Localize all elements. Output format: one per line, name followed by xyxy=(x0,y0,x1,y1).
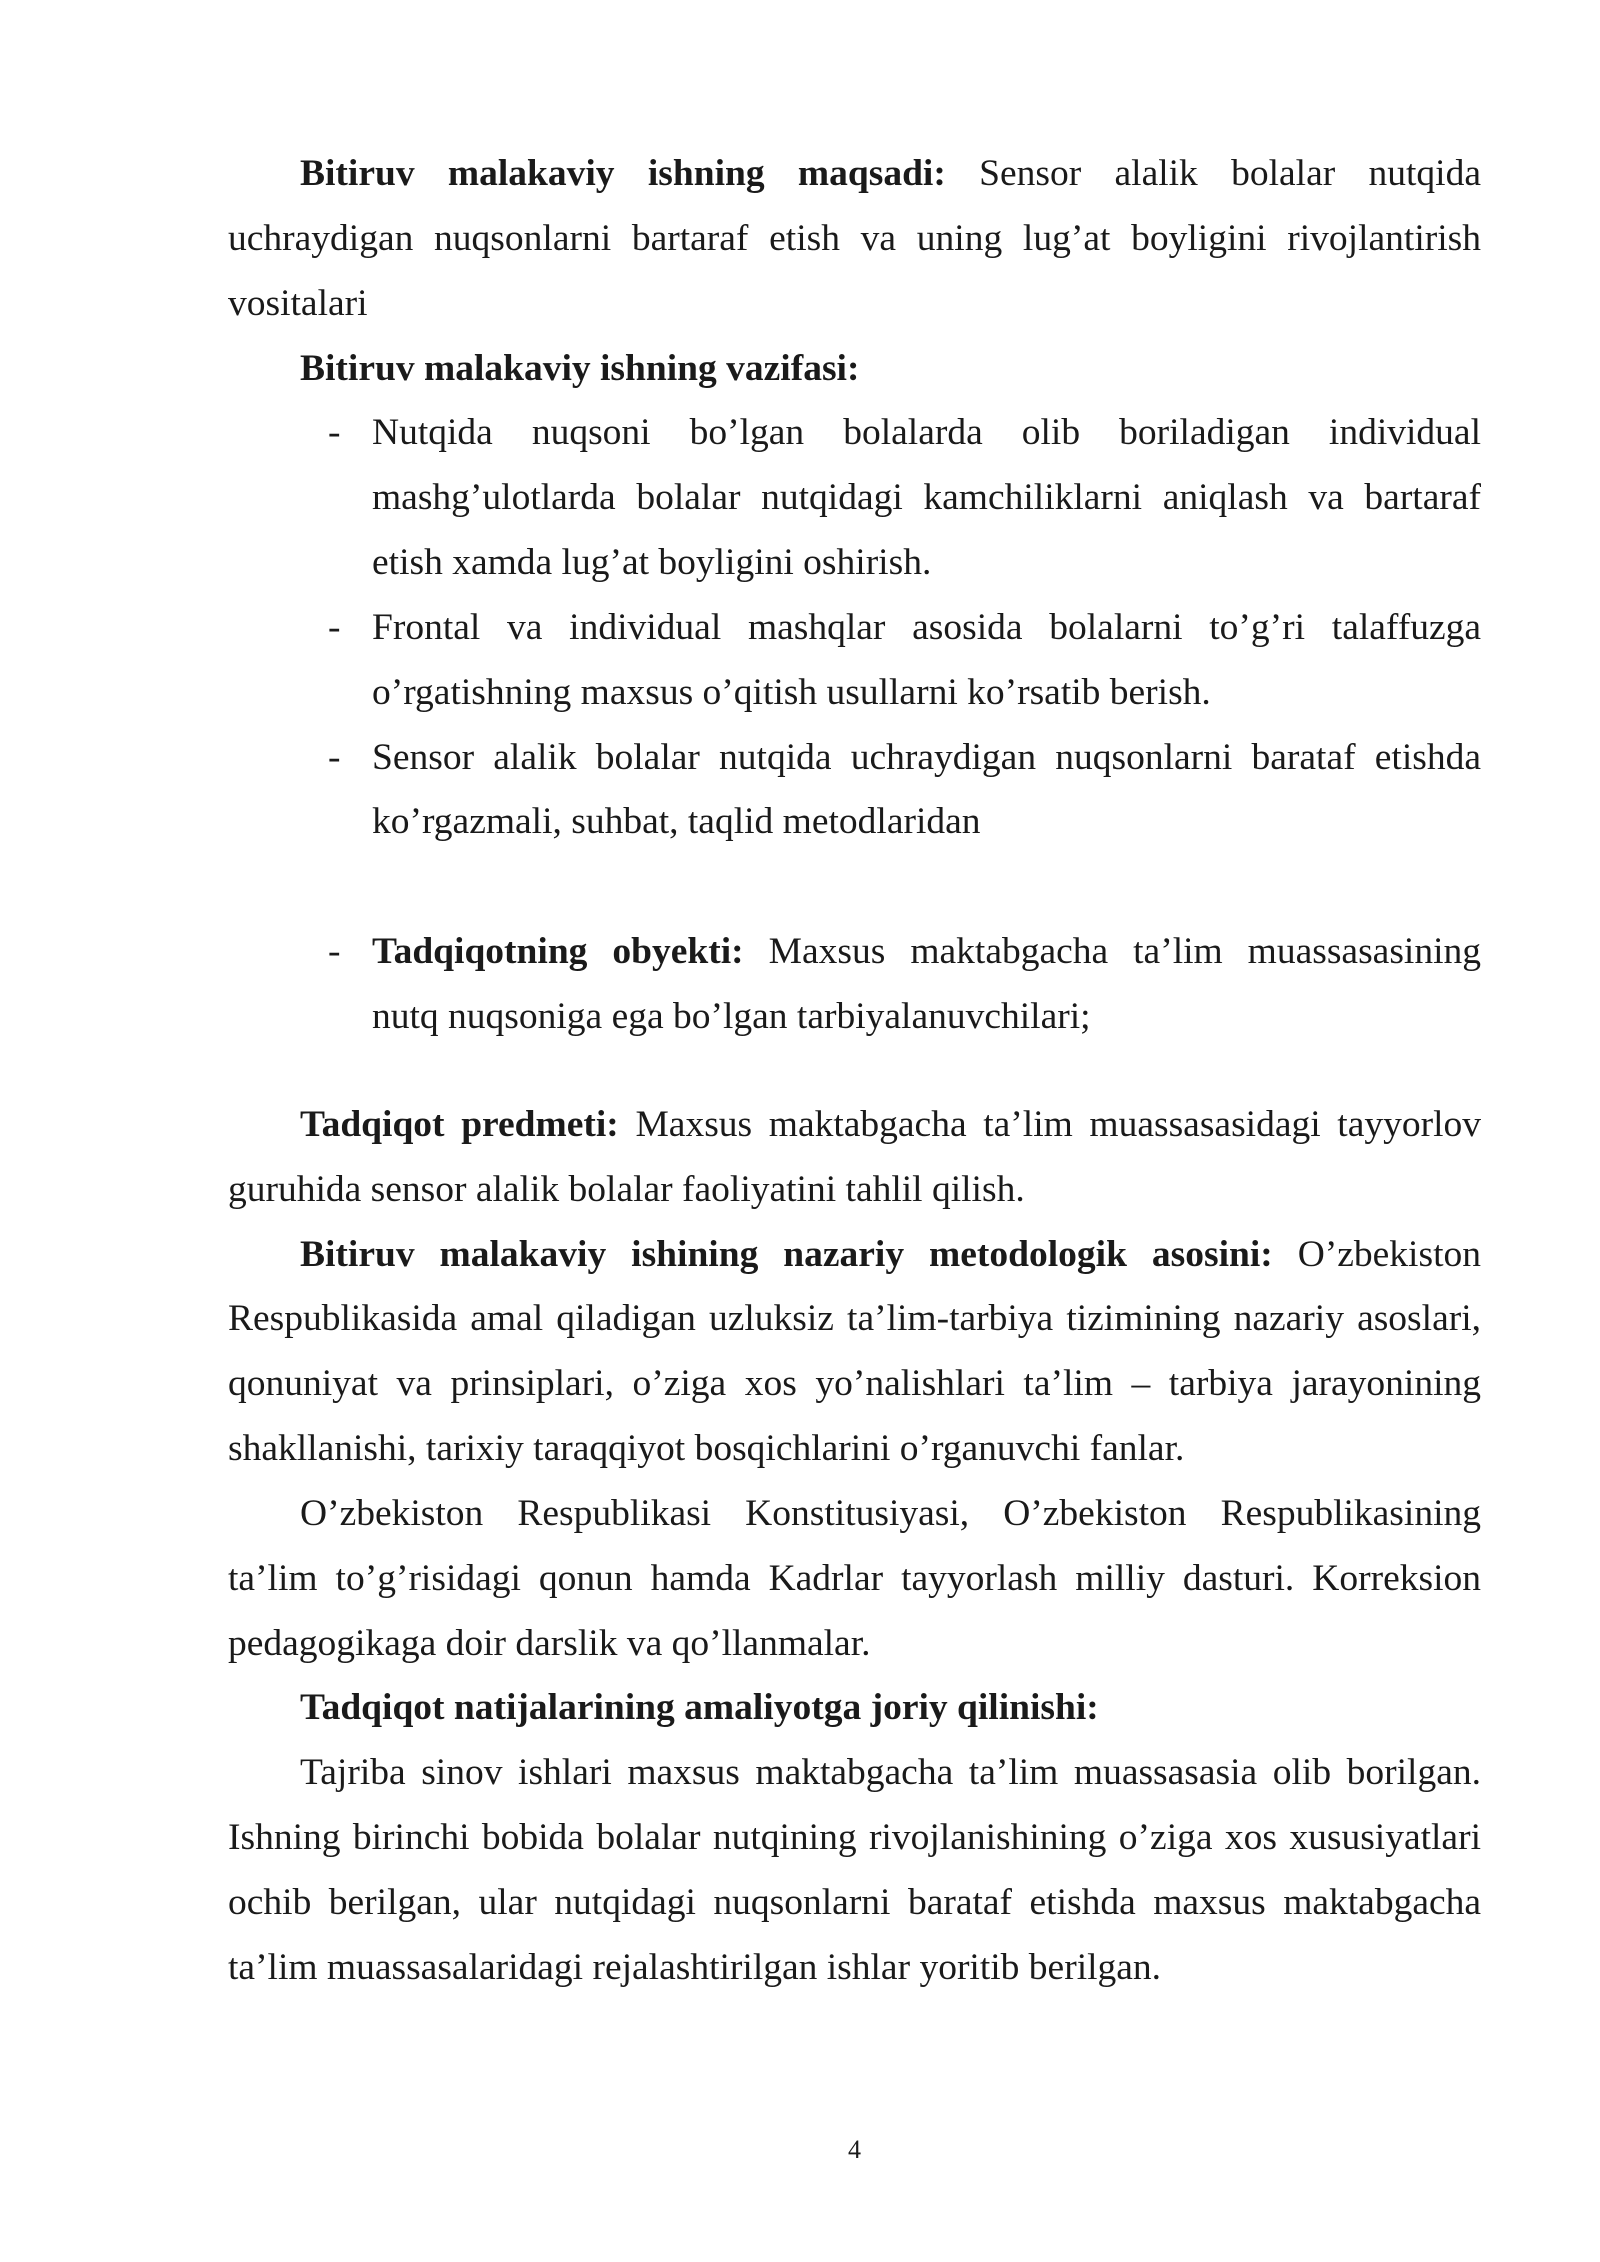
methodology-text-1: O’zbekiston xyxy=(1297,1233,1481,1275)
methodology-paragraph xyxy=(228,1223,1481,1482)
methodology-label: Bitiruv malakaviy ishining nazariy metodologik asosini: xyxy=(300,1233,1273,1275)
list-marker: - xyxy=(328,931,341,973)
object-text-1: Maxsus maktabgacha ta’lim muassasasining xyxy=(768,931,1481,973)
goal-paragraph xyxy=(228,142,1481,337)
implementation-line-3: ochib berilgan, ular nutqidagi nuqsonlarni barataf etishda maxsus maktabgacha xyxy=(228,1881,1481,1923)
page-content xyxy=(228,142,1481,2001)
task-item-1 xyxy=(228,401,1481,596)
subject-label: Tadqiqot predmeti: xyxy=(300,1103,619,1145)
methodology-line-4: shakllanishi, tarixiy taraqqiyot bosqichlarini o’rganuvchi fanlar. xyxy=(228,1428,1185,1470)
subject-text-1: Maxsus maktabgacha ta’lim muassasasidagi tayyorlov xyxy=(635,1103,1482,1145)
implementation-paragraph xyxy=(228,1741,1481,2000)
task-3-line-2: ko’rgazmali, suhbat, taqlid metodlaridan xyxy=(372,801,981,843)
list-marker: - xyxy=(328,412,341,454)
task-item-3 xyxy=(228,726,1481,856)
task-2-line-1: Frontal va individual mashqlar asosida bolalarni to’g’ri talaffuzga xyxy=(372,606,1481,648)
subject-line-2: guruhida sensor alalik bolalar faoliyatini tahlil qilish. xyxy=(228,1168,1025,1210)
methodology-line-1 xyxy=(228,1223,1481,1288)
implementation-heading xyxy=(228,1676,1481,1741)
goal-label: Bitiruv malakaviy ishning maqsadi: xyxy=(300,153,946,194)
methodology-line-2: Respublikasida amal qiladigan uzluksiz ta’lim-tarbiya tizimining nazariy asoslari, xyxy=(228,1298,1481,1340)
tasks-label: Bitiruv malakaviy ishning vazifasi: xyxy=(300,347,860,389)
implementation-line-4: ta’lim muassasalaridagi rejalashtirilgan ishlar yoritib berilgan. xyxy=(228,1946,1162,1988)
goal-line-3: vositalari xyxy=(228,282,368,324)
task-1-line-3: etish xamda lug’at boyligini oshirish. xyxy=(372,542,932,584)
subject-line-1 xyxy=(228,1093,1481,1158)
object-line-2: nutq nuqsoniga ega bo’lgan tarbiyalanuvchilari; xyxy=(372,995,1091,1037)
task-2-line-2: o’rgatishning maxsus o’qitish usullarni ko’rsatib berish. xyxy=(372,671,1211,713)
sources-line-1: O’zbekiston Respublikasi Konstitusiyasi, O’zbekiston Respublikasining xyxy=(300,1492,1481,1534)
task-1-line-2: mashg’ulotlarda bolalar nutqidagi kamchiliklarni aniqlash va bartaraf xyxy=(372,477,1481,519)
list-marker: - xyxy=(328,736,341,778)
blank-line xyxy=(228,855,1481,920)
goal-text-1: Sensor alalik bolalar nutqida xyxy=(979,153,1481,194)
object-line-1 xyxy=(372,920,1481,985)
sources-paragraph xyxy=(228,1482,1481,1677)
tasks-heading xyxy=(228,337,1481,402)
implementation-label: Tadqiqot natijalarining amaliyotga joriy qilinishi: xyxy=(300,1687,1099,1729)
subject-paragraph xyxy=(228,1093,1481,1223)
sources-line-2: ta’lim to’g’risidagi qonun hamda Kadrlar tayyorlash milliy dasturi. Korreksion xyxy=(228,1557,1481,1599)
task-3-line-1: Sensor alalik bolalar nutqida uchraydigan nuqsonlarni barataf etishda xyxy=(372,736,1481,778)
implementation-line-1: Tajriba sinov ishlari maxsus maktabgacha ta’lim muassasasia olib borilgan. xyxy=(300,1752,1481,1794)
sources-line-3: pedagogikaga doir darslik va qo’llanmalar. xyxy=(228,1622,871,1664)
goal-line-1 xyxy=(228,142,1481,207)
list-marker: - xyxy=(328,606,341,648)
object-item xyxy=(228,920,1481,1050)
goal-line-2: uchraydigan nuqsonlarni bartaraf etish va uning lug’at boyligini rivojlantirish xyxy=(228,217,1481,259)
object-label: Tadqiqotning obyekti: xyxy=(372,931,744,973)
task-item-2 xyxy=(228,596,1481,726)
implementation-line-2: Ishning birinchi bobida bolalar nutqining rivojlanishining o’ziga xos xususiyatlari xyxy=(228,1817,1481,1859)
task-1-line-1: Nutqida nuqsoni bo’lgan bolalarda olib boriladigan individual xyxy=(372,412,1481,454)
page-number: 4 xyxy=(848,2135,861,2164)
methodology-line-3: qonuniyat va prinsiplari, o’ziga xos yo’nalishlari ta’lim – tarbiya jarayonining xyxy=(228,1363,1481,1405)
